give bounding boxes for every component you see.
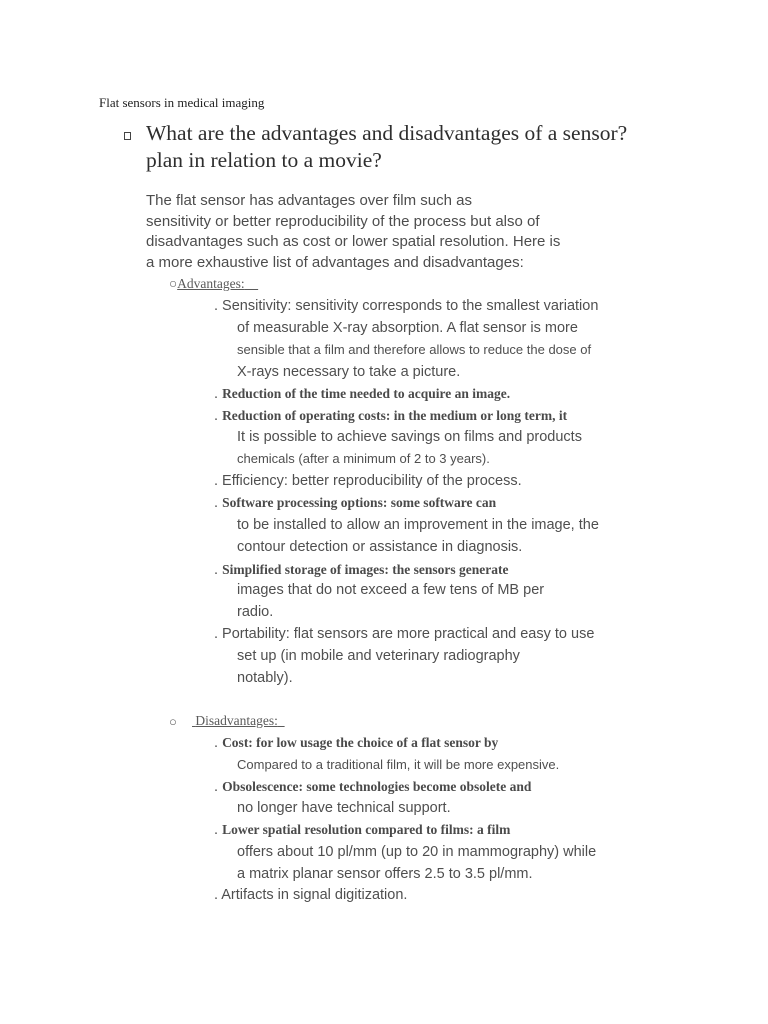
disadvantage-item-artifacts: . Artifacts in signal digitization. bbox=[214, 887, 408, 903]
advantage-item-portability-cont: set up (in mobile and veterinary radiography bbox=[237, 648, 520, 664]
circle-bullet-icon: ○ bbox=[169, 714, 177, 729]
intro-line-4: a more exhaustive list of advantages and disadvantages: bbox=[146, 254, 524, 271]
question-line-2: plan in relation to a movie? bbox=[146, 148, 382, 172]
disadvantage-item-resolution: . Lower spatial resolution compared to films: a film bbox=[214, 822, 511, 838]
square-bullet-icon bbox=[124, 132, 131, 140]
advantages-heading bbox=[169, 276, 258, 292]
disadvantage-item-resolution-cont: a matrix planar sensor offers 2.5 to 3.5 pl/mm. bbox=[237, 866, 533, 882]
disadvantage-item-obsolescence: . Obsolescence: some technologies become obsolete and bbox=[214, 779, 532, 795]
advantage-item-software-cont: contour detection or assistance in diagnosis. bbox=[237, 539, 523, 555]
advantage-item-sensitivity-cont: X-rays necessary to take a picture. bbox=[237, 364, 461, 380]
advantage-item-operating-costs-cont: chemicals (after a minimum of 2 to 3 years). bbox=[237, 451, 490, 466]
advantage-item-software: . Software processing options: some software can bbox=[214, 495, 497, 511]
advantages-heading-text: Advantages: bbox=[177, 276, 245, 291]
advantage-item-storage-cont: radio. bbox=[237, 604, 274, 620]
disadvantages-heading bbox=[192, 713, 285, 729]
disadvantages-heading-text: Disadvantages: bbox=[195, 713, 278, 728]
advantage-item-sensitivity-cont: sensible that a film and therefore allows to reduce the dose of bbox=[237, 342, 592, 357]
intro-line-2: sensitivity or better reproducibility of the process but also of bbox=[146, 213, 540, 230]
intro-line-3: disadvantages such as cost or lower spatial resolution. Here is bbox=[146, 233, 561, 250]
advantage-item-sensitivity-cont: of measurable X-ray absorption. A flat sensor is more bbox=[237, 320, 578, 336]
advantage-item-software-cont: to be installed to allow an improvement in the image, the bbox=[237, 517, 599, 533]
disadvantage-item-cost: . Cost: for low usage the choice of a flat sensor by bbox=[214, 735, 499, 751]
advantage-item-sensitivity: . Sensitivity: sensitivity corresponds to the smallest variation bbox=[214, 298, 599, 314]
advantage-item-operating-costs-cont: It is possible to achieve savings on films and products bbox=[237, 429, 582, 445]
advantage-item-storage: . Simplified storage of images: the sensors generate bbox=[214, 562, 509, 578]
document-title: Flat sensors in medical imaging bbox=[99, 95, 265, 110]
advantage-item-portability: . Portability: flat sensors are more practical and easy to use bbox=[214, 626, 595, 642]
advantage-item-operating-costs: . Reduction of operating costs: in the medium or long term, it bbox=[214, 408, 568, 424]
circle-bullet-icon: ○ bbox=[169, 276, 178, 291]
advantage-item-portability-cont: notably). bbox=[237, 670, 293, 686]
disadvantage-item-obsolescence-cont: no longer have technical support. bbox=[237, 800, 451, 816]
advantage-item-storage-cont: images that do not exceed a few tens of MB per bbox=[237, 582, 545, 598]
advantage-item-efficiency: . Efficiency: better reproducibility of the process. bbox=[214, 473, 522, 489]
disadvantage-item-cost-cont: Compared to a traditional film, it will be more expensive. bbox=[237, 757, 560, 772]
advantage-item-acquisition-time: . Reduction of the time needed to acquire an image. bbox=[214, 386, 511, 402]
disadvantage-item-resolution-cont: offers about 10 pl/mm (up to 20 in mammography) while bbox=[237, 844, 597, 860]
intro-line-1: The flat sensor has advantages over film such as bbox=[146, 192, 473, 209]
question-line-1: What are the advantages and disadvantages of a sensor? bbox=[146, 121, 628, 145]
